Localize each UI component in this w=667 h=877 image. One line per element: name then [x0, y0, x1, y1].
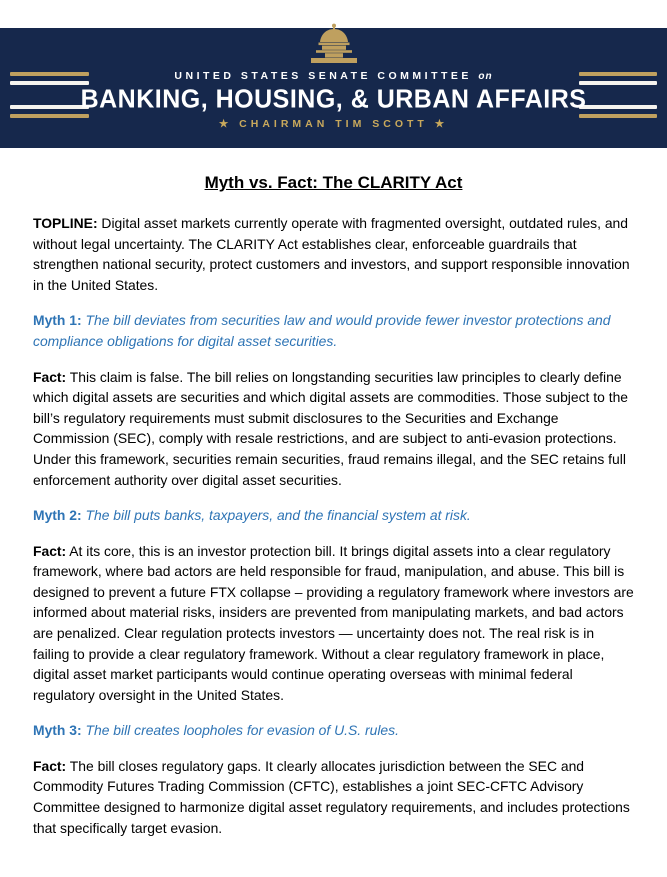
myth-1-paragraph [33, 310, 634, 351]
fact-3-text: The bill closes regulatory gaps. It clearly allocates jurisdiction between the SEC and Commodity Futures Trading Commission (CFTC), establishes a joint SEC-CFTC Advisory Committee designed to harmonize digital asset regulatory requirements, and includes protections that specifically target evasion. [33, 758, 630, 836]
stripe-gap [10, 90, 89, 100]
fact-1-text: This claim is false. The bill relies on longstanding securities law principles to clearly define which digital assets are securities and which digital assets are commodities. Those subject to the bill’s regulatory requirements must submit disclosures to the Securities and Exchange Commission (SEC), comply with resale restrictions, and are subject to anti-evasion protections. Under this framework, securities remain securities, fraud remains illegal, and the SEC retains full enforcement authority over digital asset securities. [33, 369, 628, 488]
topline-label: TOPLINE: [33, 215, 98, 231]
capitol-dome-icon [308, 23, 360, 68]
fact-2-text: At its core, this is an investor protection bill. It brings digital assets into a clear regulatory framework, where bad actors are held responsible for fraud, manipulation, and abuse. This bill is designed to prevent a future FTX collapse – providing a regulatory framework where investors are informed about material risks, insiders are prevented from manipulating markets, and bad actors are penalized. Clear regulation protects investors — uncertainty does not. The real risk is in failing to provide a clear regulatory framework. Without a clear regulatory framework in place, digital asset market participants would continue operating overseas with minimal federal regulatory oversight in the United States. [33, 543, 634, 703]
fact-3-label: Fact: [33, 758, 66, 774]
myth-1-text: The bill deviates from securities law and would provide fewer investor protections and compliance obligations for digital asset securities. [33, 312, 611, 349]
committee-kicker-suffix: on [478, 71, 492, 82]
myth-2-label: Myth 2: [33, 507, 82, 523]
stripe-white [579, 81, 658, 85]
stripe-gold [10, 72, 89, 76]
committee-kicker-text: UNITED STATES SENATE COMMITTEE [174, 70, 472, 82]
document-body [0, 148, 667, 877]
myth-2-text: The bill puts banks, taxpayers, and the financial system at risk. [82, 507, 471, 523]
stripe-white [579, 105, 658, 109]
banner-center [99, 43, 569, 130]
committee-banner [0, 28, 667, 148]
myth-2-paragraph [33, 505, 634, 526]
fact-1-paragraph [33, 367, 634, 490]
stripe-gold [579, 114, 658, 118]
myth-3-paragraph [33, 720, 634, 741]
fact-1-label: Fact: [33, 369, 66, 385]
page-title: Myth vs. Fact: The CLARITY Act [33, 170, 634, 195]
chairman-line: ★ CHAIRMAN TIM SCOTT ★ [219, 118, 448, 130]
stripe-white [10, 105, 89, 109]
fact-2-label: Fact: [33, 543, 66, 559]
stripe-white [10, 81, 89, 85]
topline-paragraph [33, 213, 634, 295]
fact-3-paragraph [33, 756, 634, 838]
stripe-gold [10, 114, 89, 118]
committee-name: BANKING, HOUSING, & URBAN AFFAIRS [81, 84, 587, 114]
committee-kicker [174, 70, 492, 82]
myth-3-label: Myth 3: [33, 722, 82, 738]
topline-text: Digital asset markets currently operate with fragmented oversight, outdated rules, and without legal uncertainty. The CLARITY Act establishes clear, enforceable guardrails that strengthen national security, protect customers and investors, and support responsible innovation in the United States. [33, 215, 630, 293]
myth-3-text: The bill creates loopholes for evasion of U.S. rules. [82, 722, 399, 738]
fact-2-paragraph [33, 541, 634, 706]
stripe-gold [579, 72, 658, 76]
stripe-gap [579, 90, 658, 100]
myth-1-label: Myth 1: [33, 312, 82, 328]
